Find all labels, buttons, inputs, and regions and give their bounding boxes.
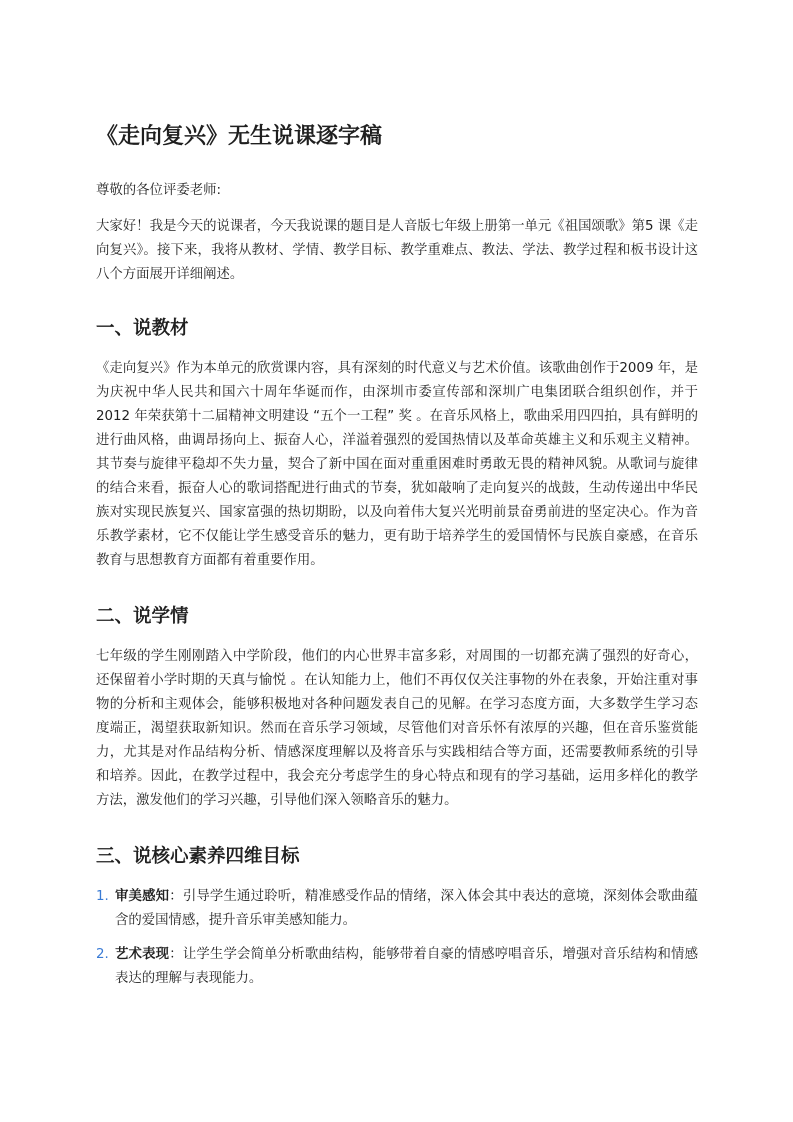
section-body-student-analysis: 七年级的学生刚刚踏入中学阶段，他们的内心世界丰富多彩，对周围的一切都充满了强烈的好奇心，还保留着小学时期的天真与愉悦 。在认知能力上，他们不再仅仅关注事物的外在表象，开始注重对事物的分析和主观体会，能够积极地对各种问题发表自己的见解。在学习态度方面，大多数学生学习态度端正，渴望获取新知识。然而在音乐学习领域，尽管他们对音乐怀有浓厚的兴趣，但在音乐鉴赏能力，尤其是对作品结构分析、情感深度理解以及将音乐与实践相结合等方面，还需要教师系统的引导和培养。因此，在教学过程中，我会充分考虑学生的身心特点和现有的学习基础，运用多样化的教学方法，激发他们的学习兴趣，引导他们深入领略音乐的魅力。: [96, 649, 698, 808]
list-item-text: 引导学生通过聆听，精准感受作品的情绪，深入体会其中表达的意境，深刻体会歌曲蕴含的爱国情感，提升音乐审美感知能力。: [115, 889, 698, 928]
list-item: [96, 885, 698, 933]
section-heading-core-goals: 三、说核心素养四维目标: [96, 846, 300, 867]
section-heading-student-analysis: 二、说学情: [96, 606, 189, 627]
section-textbook: [96, 315, 698, 573]
section-body-textbook: 《走向复兴》作为本单元的欣赏课内容，具有深刻的时代意义与艺术价值。该歌曲创作于2009 年，是为庆祝中华人民共和国六十周年华诞而作，由深圳市委宣传部和深圳广电集团联合组织创作，并于2012 年荣获第十二届精神文明建设 “五个一工程” 奖 。在音乐风格上，歌曲采用四四拍，具有鲜明的进行曲风格，曲调昂扬向上、振奋人心，洋溢着强烈的爱国热情以及革命英雄主义和乐观主义精神。其节奏与旋律平稳却不失力量，契合了新中国在面对重重困难时勇敢无畏的精神风貌。从歌词与旋律的结合来看，振奋人心的歌词搭配进行曲式的节奏，犹如敲响了走向复兴的战鼓，生动传递出中华民族对实现民族复兴、国家富强的热切期盼，以及向着伟大复兴光明前景奋勇前进的坚定决心。作为音乐教学素材，它不仅能让学生感受音乐的魅力，更有助于培养学生的爱国情怀与民族自豪感，在音乐教育与思想教育方面都有着重要作用。: [96, 361, 698, 568]
list-item-number: 2.: [96, 947, 109, 962]
goals-list: [96, 885, 698, 991]
list-item-separator: ：: [169, 947, 183, 962]
list-item-text: 让学生学会简单分析歌曲结构，能够带着自豪的情感哼唱音乐，增强对音乐结构和情感表达的理解与表现能力。: [115, 947, 698, 986]
section-core-goals: [96, 843, 698, 991]
section-heading-textbook: 一、说教材: [96, 318, 189, 339]
greeting-paragraph: 尊敬的各位评委老师:: [96, 183, 222, 198]
list-item: [96, 943, 698, 991]
document-title: 《走向复兴》无生说课逐字稿: [96, 124, 383, 149]
list-item-term: 艺术表现: [115, 947, 170, 962]
list-item-term: 审美感知: [115, 889, 170, 904]
section-student-analysis: [96, 603, 698, 813]
list-item-number: 1.: [96, 889, 109, 904]
intro-paragraph: 大家好！我是今天的说课者，今天我说课的题目是人音版七年级上册第一单元《祖国颂歌》第5 课《走向复兴》。接下来，我将从教材、学情、教学目标、教学重难点、教法、学法、教学过程和板书设计这八个方面展开详细阐述。: [96, 219, 698, 282]
list-item-separator: ：: [169, 889, 183, 904]
